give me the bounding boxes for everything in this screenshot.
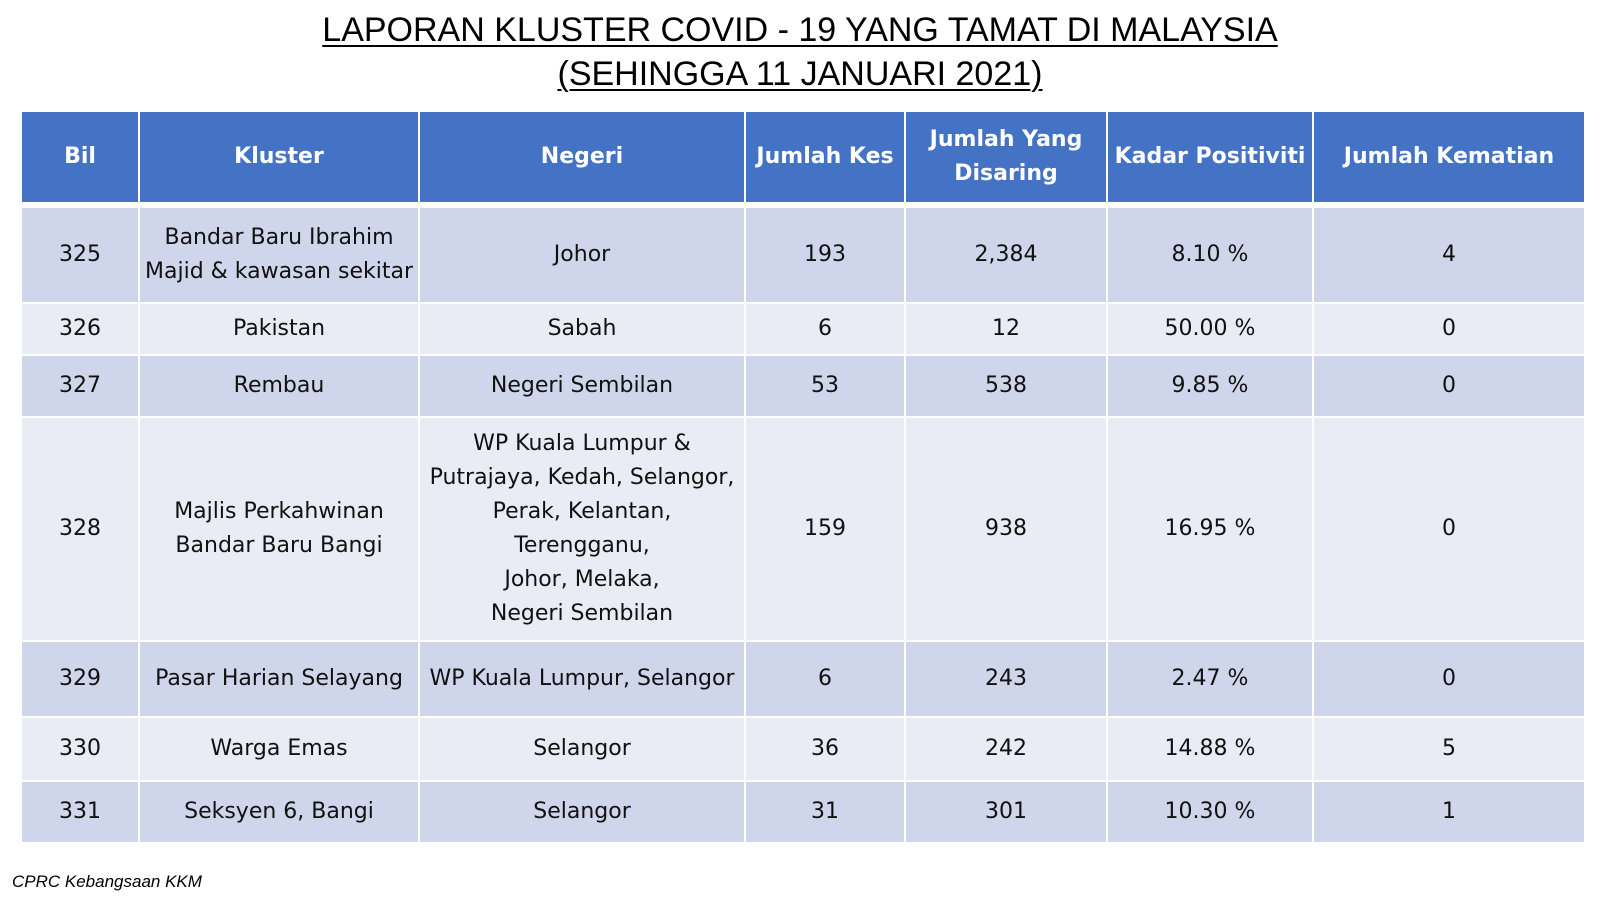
cell-jumlah-kematian: 0: [1313, 417, 1585, 641]
table-row: [21, 205, 1585, 303]
cell-jumlah-kematian: 0: [1313, 303, 1585, 355]
table-row: [21, 355, 1585, 417]
cell-kluster: Bandar Baru Ibrahim Majid & kawasan sekitar: [139, 205, 419, 303]
cell-jumlah-disaring: 938: [905, 417, 1107, 641]
cell-negeri: Negeri Sembilan: [419, 355, 745, 417]
cell-negeri: Johor: [419, 205, 745, 303]
cell-jumlah-disaring: 242: [905, 717, 1107, 781]
cell-jumlah-disaring: 538: [905, 355, 1107, 417]
cell-bil: 325: [21, 205, 139, 303]
cell-kadar-positiviti: 2.47 %: [1107, 641, 1313, 717]
cluster-table: [20, 110, 1586, 844]
cell-jumlah-disaring: 12: [905, 303, 1107, 355]
cell-negeri: Sabah: [419, 303, 745, 355]
cell-kadar-positiviti: 16.95 %: [1107, 417, 1313, 641]
cell-jumlah-kematian: 0: [1313, 355, 1585, 417]
cell-bil: 328: [21, 417, 139, 641]
cell-jumlah-kes: 53: [745, 355, 905, 417]
table-row: [21, 641, 1585, 717]
cell-jumlah-kes: 6: [745, 303, 905, 355]
header-negeri: Negeri: [419, 111, 745, 205]
cell-jumlah-kes: 159: [745, 417, 905, 641]
cell-bil: 331: [21, 781, 139, 843]
header-kluster: Kluster: [139, 111, 419, 205]
table-row: [21, 717, 1585, 781]
cell-kadar-positiviti: 14.88 %: [1107, 717, 1313, 781]
cell-jumlah-kes: 36: [745, 717, 905, 781]
cell-kadar-positiviti: 50.00 %: [1107, 303, 1313, 355]
cell-kluster: Pasar Harian Selayang: [139, 641, 419, 717]
header-jumlah-kematian: Jumlah Kematian: [1313, 111, 1585, 205]
header-kadar-positiviti: Kadar Positiviti: [1107, 111, 1313, 205]
cell-jumlah-kes: 193: [745, 205, 905, 303]
cell-bil: 327: [21, 355, 139, 417]
cell-jumlah-kematian: 5: [1313, 717, 1585, 781]
cell-jumlah-kes: 6: [745, 641, 905, 717]
table-header-row: [21, 111, 1585, 205]
cell-negeri: Selangor: [419, 781, 745, 843]
cell-jumlah-disaring: 243: [905, 641, 1107, 717]
cell-bil: 329: [21, 641, 139, 717]
table-row: [21, 303, 1585, 355]
report-title: [0, 8, 1600, 96]
header-bil: Bil: [21, 111, 139, 205]
cell-kadar-positiviti: 8.10 %: [1107, 205, 1313, 303]
cell-bil: 326: [21, 303, 139, 355]
cell-negeri: WP Kuala Lumpur, Selangor: [419, 641, 745, 717]
cell-jumlah-kes: 31: [745, 781, 905, 843]
cell-jumlah-disaring: 301: [905, 781, 1107, 843]
cell-jumlah-disaring: 2,384: [905, 205, 1107, 303]
cell-bil: 330: [21, 717, 139, 781]
table-row: [21, 781, 1585, 843]
cell-kluster: Rembau: [139, 355, 419, 417]
cell-jumlah-kematian: 4: [1313, 205, 1585, 303]
cell-jumlah-kematian: 0: [1313, 641, 1585, 717]
cell-jumlah-kematian: 1: [1313, 781, 1585, 843]
source-note: CPRC Kebangsaan KKM: [12, 872, 202, 891]
cell-kluster: Warga Emas: [139, 717, 419, 781]
title-line-2: (SEHINGGA 11 JANUARI 2021): [557, 55, 1043, 93]
table-row: [21, 417, 1585, 641]
header-jumlah-disaring: Jumlah Yang Disaring: [905, 111, 1107, 205]
cell-kluster: Majlis Perkahwinan Bandar Baru Bangi: [139, 417, 419, 641]
title-line-1: LAPORAN KLUSTER COVID - 19 YANG TAMAT DI MALAYSIA: [322, 11, 1278, 49]
cell-negeri: WP Kuala Lumpur & Putrajaya, Kedah, Selangor, Perak, Kelantan, Terengganu, Johor, Melaka, Negeri Sembilan: [419, 417, 745, 641]
cell-kluster: Pakistan: [139, 303, 419, 355]
cell-negeri: Selangor: [419, 717, 745, 781]
cell-kadar-positiviti: 9.85 %: [1107, 355, 1313, 417]
header-jumlah-kes: Jumlah Kes: [745, 111, 905, 205]
cell-kadar-positiviti: 10.30 %: [1107, 781, 1313, 843]
cell-kluster: Seksyen 6, Bangi: [139, 781, 419, 843]
